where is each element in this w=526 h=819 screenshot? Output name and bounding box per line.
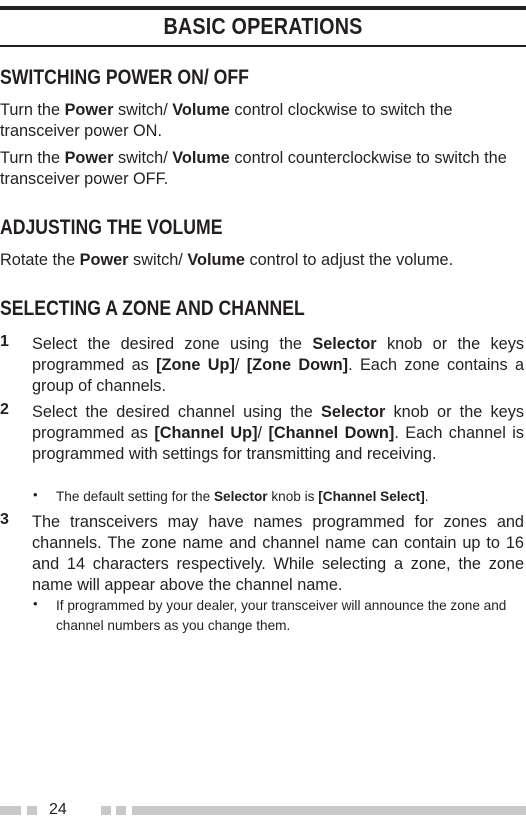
note-text: The default setting for the Selector knob is [Channel Select].: [56, 489, 429, 504]
note-text: If programmed by your dealer, your transceiver will announce the zone and channel numbers as you change them.: [56, 598, 507, 633]
footer-bar-right: [132, 806, 526, 815]
paragraph-power-off: Turn the Power switch/ Volume control counterclockwise to switch the transceiver power OFF.: [0, 149, 507, 188]
footer-bar-segment: [116, 806, 126, 815]
section-heading-zone-channel: SELECTING A ZONE AND CHANNEL: [0, 297, 305, 320]
footer-bar-left: [0, 806, 21, 815]
step-text: Select the desired channel using the Selector knob or the keys programmed as [Channel Up]/ [Channel Down]. Each channel is programmed with settings for transmitting and receiving.: [32, 403, 525, 463]
footer-bar-segment: [101, 806, 111, 815]
section-heading-volume: ADJUSTING THE VOLUME: [0, 216, 223, 239]
paragraph-power-on: Turn the Power switch/ Volume control clockwise to switch the transceiver power ON.: [0, 101, 453, 140]
footer-bar-segment: [27, 806, 37, 815]
step-number: 2: [0, 401, 9, 418]
top-rule: [0, 6, 526, 10]
title-underline: [0, 45, 526, 47]
section-heading-power: SWITCHING POWER ON/ OFF: [0, 66, 249, 89]
step-text: The transceivers may have names programmed for zones and channels. The zone name and channel name can contain up to 16 and 14 characters respectively. While selecting a zone, the zone name will appear above the channel name.: [32, 513, 524, 594]
note-bullet: •: [33, 487, 38, 502]
step-text: Select the desired zone using the Selector knob or the keys programmed as [Zone Up]/ [Zone Down]. Each zone contains a group of channels.: [32, 335, 524, 395]
page-title: BASIC OPERATIONS: [163, 13, 363, 39]
note-bullet: •: [33, 596, 38, 611]
step-number: 1: [0, 333, 9, 350]
paragraph-volume: Rotate the Power switch/ Volume control to adjust the volume.: [0, 251, 454, 269]
page-number: 24: [49, 801, 67, 818]
step-number: 3: [0, 511, 9, 528]
